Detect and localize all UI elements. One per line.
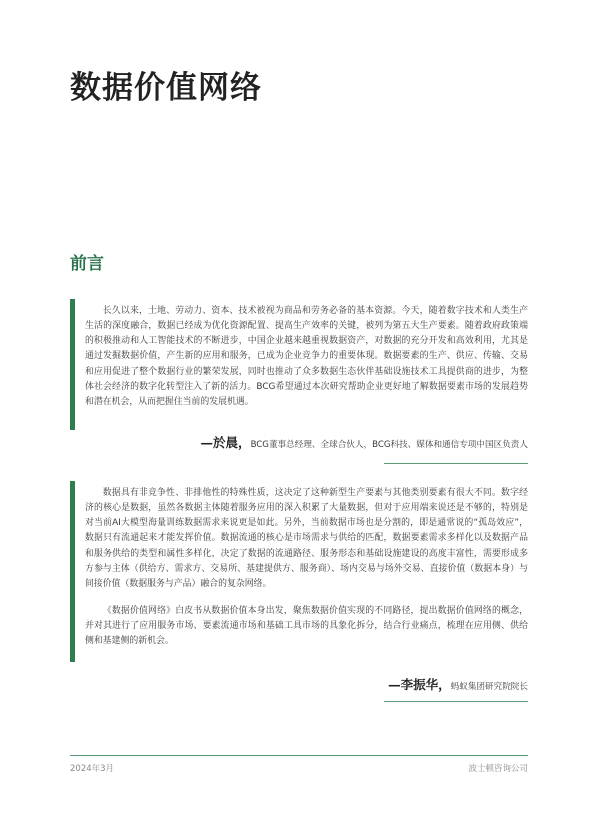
quote-paragraph: 数据具有非竞争性、非排他性的特殊性质，这决定了这种新型生产要素与其他类别要素有很大不同。数字经济的核心是数据，虽然各数据主体随着服务应用的深入积累了大量数据，但对于应用端来说还是不够的，特别是对当前AI大模型海量训练数据需求来说更是如此。另外，当前数据市场也是分割的，即是通常说的“孤岛效应”，数据只有流通起来才能发挥价值。数据流通的核心是市场需求与供给的匹配，数据要素需求多样化以及数据产品和服务供给的类型和属性多样化，决定了数据的流通路径、服务形态和基础设施建设的高度丰富性，需要形成多方参与主体（供给方、需求方、交易所、基建提供方、服务商）、场内交易与场外交易、直接价值（数据本身）与间接价值（数据服务与产品）融合的复杂网络。 xyxy=(85,488,528,589)
footer-divider xyxy=(70,755,528,756)
quote-signature xyxy=(388,674,528,693)
footer-company: 波士顿咨询公司 xyxy=(468,764,528,774)
signature-role: 蚂蚁集团研究院院长 xyxy=(450,682,528,692)
signature-divider xyxy=(384,701,528,702)
quote-accent-bar xyxy=(70,299,75,430)
quote-paragraph: 长久以来，土地、劳动力、资本、技术被视为商品和劳务必备的基本资源。今天，随着数字技术和人类生产生活的深度融合，数据已经成为优化资源配置、提高生产效率的关键，被列为第五大生产要素。随着政府政策端的积极推动和人工智能技术的不断进步，中国企业越来越重视数据资产，对数据的充分开发和高效利用，尤其是通过发掘数据价值，产生新的应用和服务，已成为企业竞争力的重要体现。数据要素的生产、供应、传输、交易和应用促进了整个数据行业的繁荣发展，同时也推动了众多数据生态伙伴基础设施技术工具提供商的进步，为整体社会经济的数字化转型注入了新的活力。BCG希望通过本次研究帮助企业更好地了解数据要素市场的发展趋势和潜在机会，从而把握住当前的发展机遇。 xyxy=(85,306,528,407)
section-title-preface: 前言 xyxy=(70,254,104,274)
signature-name: —李振华， xyxy=(388,677,451,692)
quote-paragraph: 《数据价值网络》白皮书从数据价值本身出发，聚焦数据价值实现的不同路径，提出数据价值网络的概念，并对其进行了应用服务市场、要素流通市场和基础工具市场的具象化拆分，结合行业痛点，梳理在应用侧、供给侧和基建侧的新机会。 xyxy=(85,606,528,647)
quote-block-1 xyxy=(70,299,528,474)
signature-role: BCG董事总经理、全球合伙人，BCG科技、媒体和通信专项中国区负责人 xyxy=(250,440,528,450)
page-title: 数据价值网络 xyxy=(70,70,262,106)
signature-divider xyxy=(384,463,528,464)
quote-body xyxy=(85,304,528,410)
quote-signature xyxy=(201,432,528,451)
footer-date: 2024年3月 xyxy=(70,764,115,774)
quote-body xyxy=(85,486,528,650)
quote-accent-bar xyxy=(70,481,75,662)
quote-block-2 xyxy=(70,481,528,703)
signature-name: —於晨， xyxy=(200,435,251,450)
